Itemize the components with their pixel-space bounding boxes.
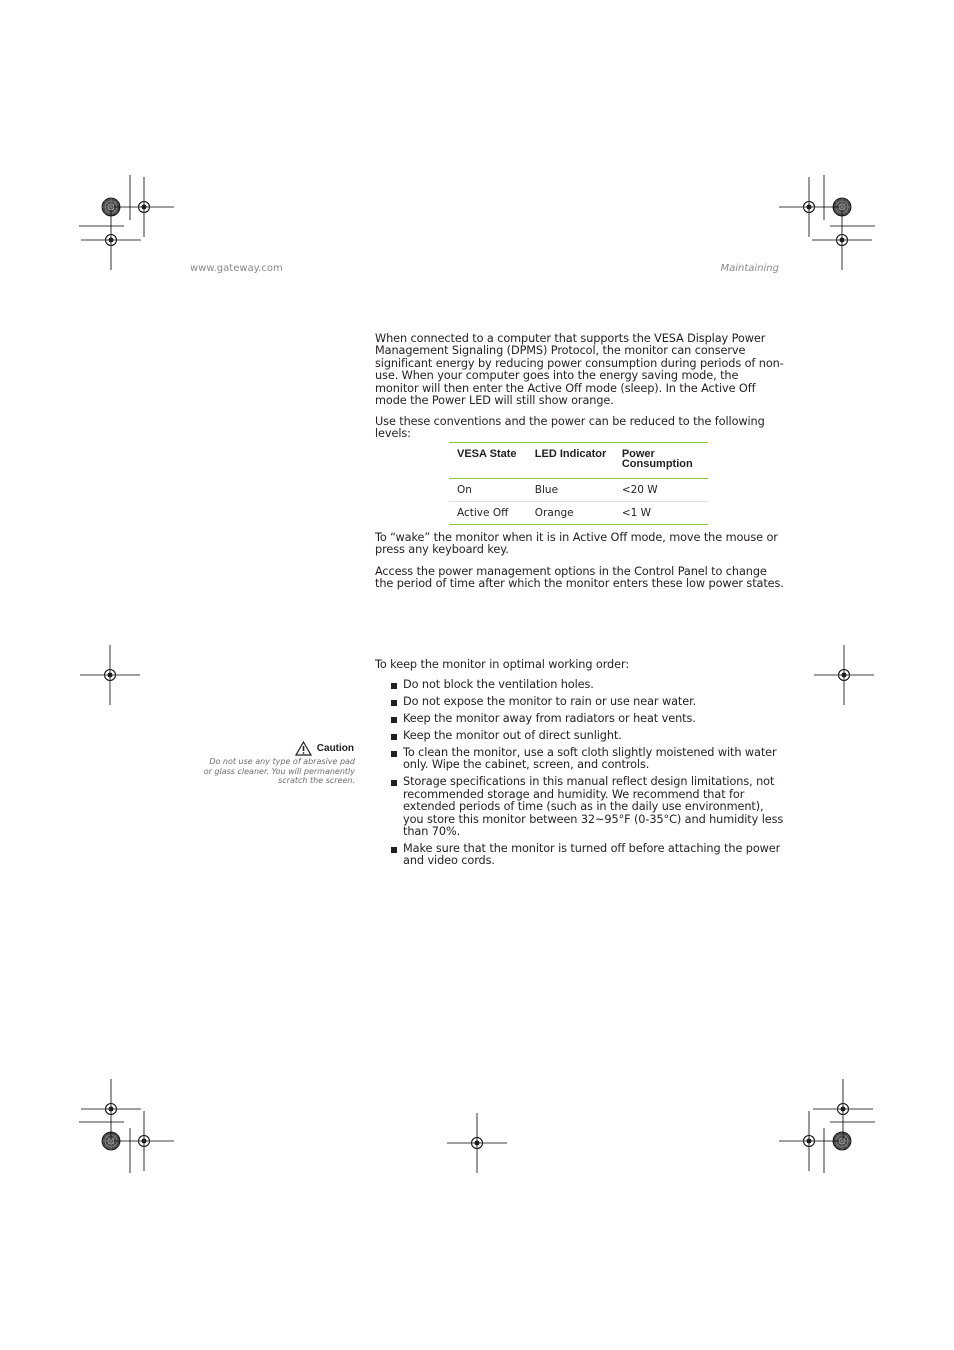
table-row [449, 502, 708, 525]
table-cell: On [449, 479, 527, 502]
bullet-square-icon [391, 734, 397, 740]
bullet-square-icon [391, 717, 397, 723]
power-conventions-paragraph: Use these conventions and the power can be reduced to the following levels: [375, 415, 765, 441]
crosshair-icon [779, 1111, 839, 1171]
crosshair-icon [812, 210, 872, 270]
list-item: Make sure that the monitor is turned off before attaching the power and video cords. [391, 843, 786, 868]
table-cell: Orange [527, 502, 614, 525]
crosshair-icon [813, 1079, 873, 1139]
list-item: Do not block the ventilation holes. [391, 679, 786, 691]
column-header-power-consumption: Power Consumption [614, 443, 708, 479]
caution-title: Caution [316, 743, 354, 754]
column-header-vesa-state: VESA State [449, 443, 527, 479]
access-paragraph: Access the power management options in the Control Panel to change the period of time after which the monitor enters these low power states. [375, 565, 784, 591]
header-website: www.gateway.com [190, 263, 283, 274]
care-intro-paragraph: To keep the monitor in optimal working order: [375, 658, 630, 671]
column-header-led-indicator: LED Indicator [527, 443, 614, 479]
caution-body: Do not use any type of abrasive pad or glass cleaner. You will permanently scratch the screen. [203, 757, 355, 785]
bullet-square-icon [391, 700, 397, 706]
table-cell: <1 W [614, 502, 708, 525]
wake-paragraph: To “wake” the monitor when it is in Active Off mode, move the mouse or press any keyboard key. [375, 531, 778, 557]
crosshair-icon [114, 1111, 174, 1171]
list-item: Keep the monitor away from radiators or heat vents. [391, 713, 786, 725]
crosshair-icon [447, 1113, 507, 1173]
bullet-square-icon [391, 683, 397, 689]
bullet-square-icon [391, 751, 397, 757]
list-item: Keep the monitor out of direct sunlight. [391, 730, 786, 742]
crosshair-icon [80, 645, 140, 705]
crosshair-icon [114, 177, 174, 237]
list-item: To clean the monitor, use a soft cloth slightly moistened with water only. Wipe the cabinet, screen, and controls. [391, 747, 786, 772]
table-cell: Active Off [449, 502, 527, 525]
crosshair-icon [814, 645, 874, 705]
list-item: Do not expose the monitor to rain or use near water. [391, 696, 786, 708]
bullet-square-icon [391, 780, 397, 786]
table-row [449, 479, 708, 502]
care-bullet-list [391, 679, 786, 872]
power-intro-paragraph: When connected to a computer that supports the VESA Display Power Management Signaling (DPMS) Protocol, the monitor can conserve significant energy by reducing power consumption during periods of non-use. When your computer goes into the energy saving mode, the monitor will then enter the Active Off mode (sleep). In the Active Off mode the Power LED will still show orange. [375, 332, 784, 408]
table-cell: <20 W [614, 479, 708, 502]
crosshair-icon [779, 177, 839, 237]
table-header-row [449, 443, 708, 479]
bullet-square-icon [391, 847, 397, 853]
power-levels-table [449, 442, 708, 525]
header-section-title: Maintaining [720, 263, 779, 274]
crosshair-icon [81, 1079, 141, 1139]
list-item: Storage specifications in this manual reflect design limitations, not recommended storage and humidity. We recommend that for extended periods of time (such as in the daily use environment), you store this monitor between 32~95°F (0-35°C) and humidity less than 70%. [391, 776, 786, 838]
crosshair-icon [81, 210, 141, 270]
table-cell: Blue [527, 479, 614, 502]
